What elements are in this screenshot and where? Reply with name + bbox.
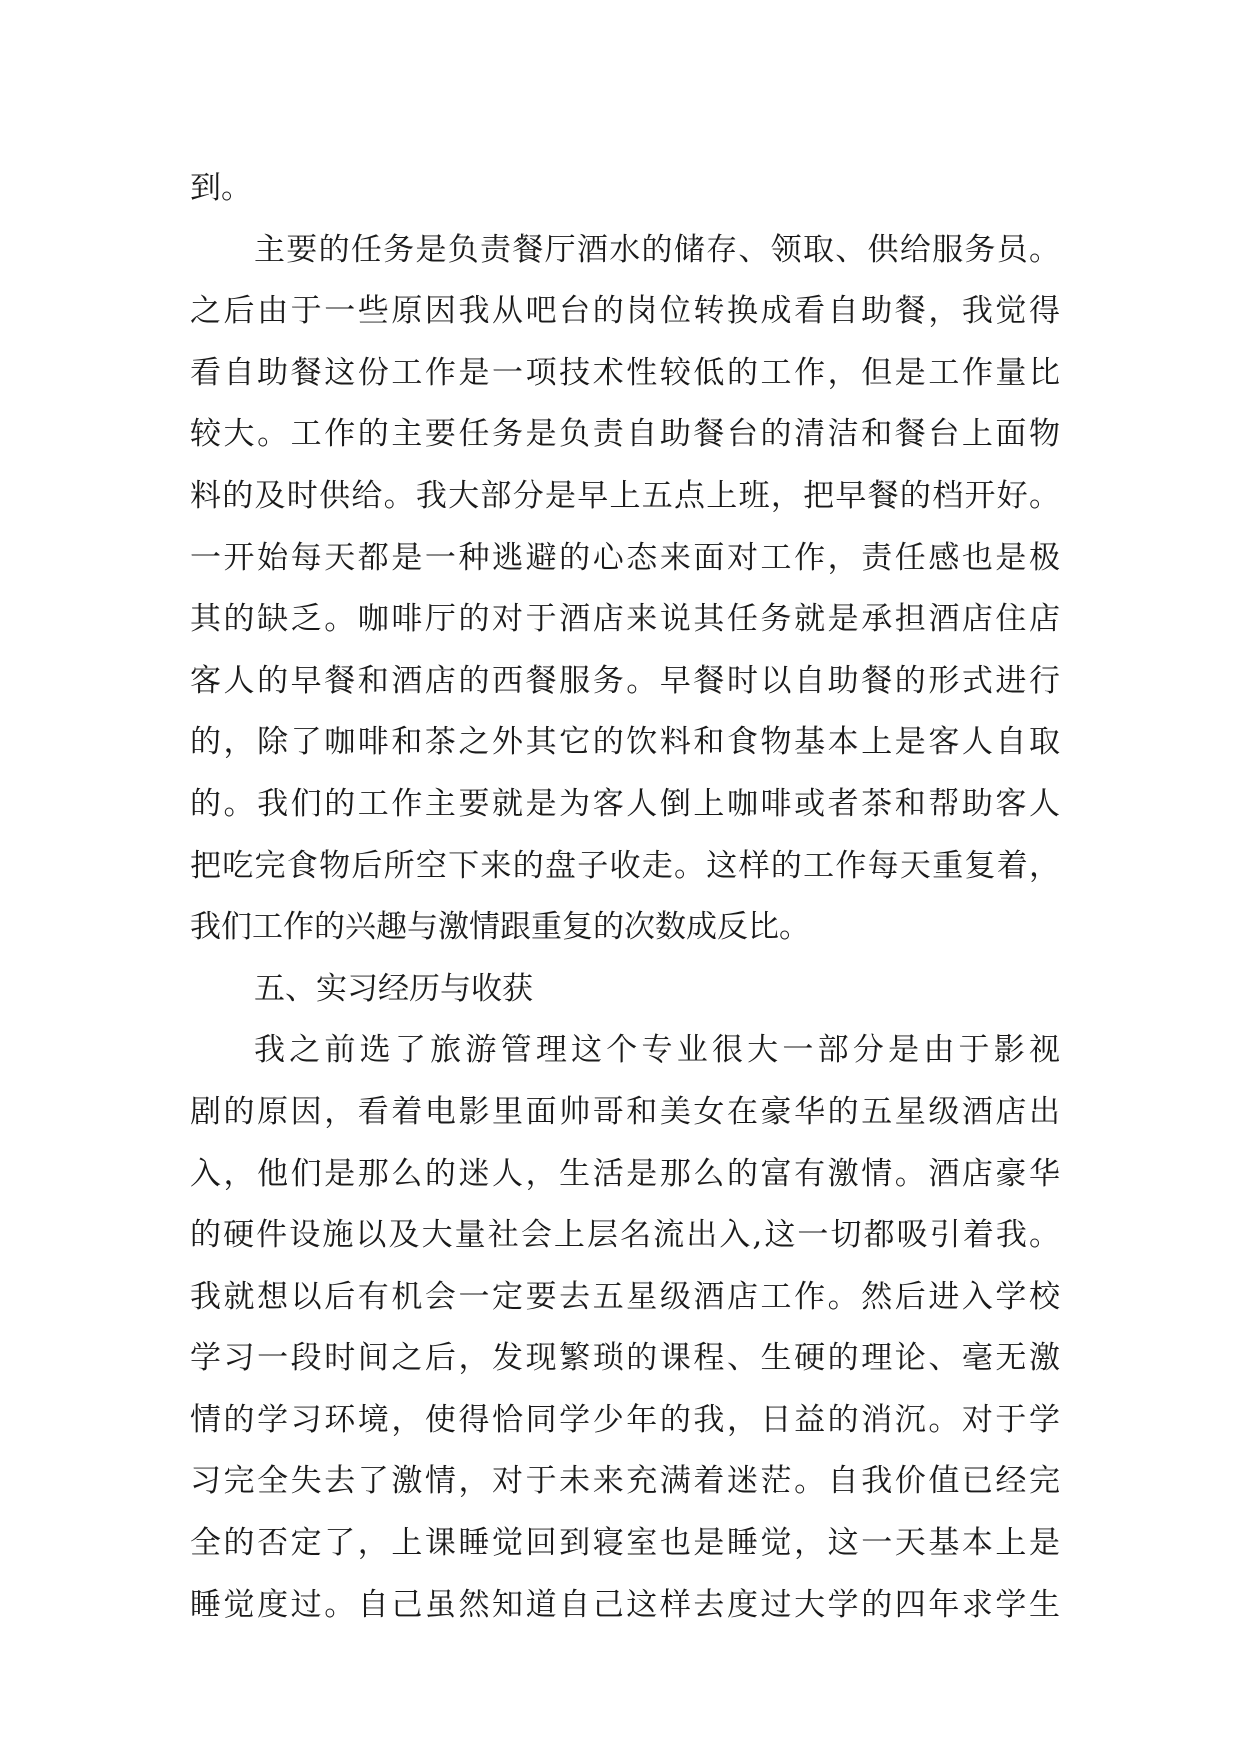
text-line: 入，他们是那么的迷人，生活是那么的富有激情。酒店豪华 bbox=[190, 1155, 1060, 1192]
text-line: 料的及时供给。我大部分是早上五点上班，把早餐的档开好。 bbox=[190, 477, 1060, 514]
text-line: 的，除了咖啡和茶之外其它的饮料和食物基本上是客人自取 bbox=[190, 724, 1060, 761]
text-line: 的硬件设施以及大量社会上层名流出入,这一切都吸引着我。 bbox=[190, 1217, 1060, 1254]
text-line: 到。 bbox=[190, 170, 252, 206]
text-line: 较大。工作的主要任务是负责自助餐台的清洁和餐台上面物 bbox=[190, 416, 1060, 453]
text-line: 我们工作的兴趣与激情跟重复的次数成反比。 bbox=[190, 909, 810, 946]
text-line: 看自助餐这份工作是一项技术性较低的工作，但是工作量比 bbox=[190, 354, 1060, 391]
body-text bbox=[190, 158, 1060, 1636]
text-line: 全的否定了，上课睡觉回到寝室也是睡觉，这一天基本上是 bbox=[190, 1525, 1060, 1562]
text-line: 客人的早餐和酒店的西餐服务。早餐时以自助餐的形式进行 bbox=[190, 662, 1060, 699]
text-line: 把吃完食物后所空下来的盘子收走。这样的工作每天重复着， bbox=[190, 847, 1060, 884]
section-heading: 五、实习经历与收获 bbox=[254, 970, 533, 1007]
text-line: 习完全失去了激情，对于未来充满着迷茫。自我价值已经完 bbox=[190, 1463, 1060, 1500]
text-line: 的。我们的工作主要就是为客人倒上咖啡或者茶和帮助客人 bbox=[190, 785, 1060, 822]
text-line: 睡觉度过。自己虽然知道自己这样去度过大学的四年求学生 bbox=[190, 1586, 1060, 1623]
text-line: 主要的任务是负责餐厅酒水的储存、领取、供给服务员。 bbox=[254, 231, 1060, 268]
text-line: 剧的原因，看着电影里面帅哥和美女在豪华的五星级酒店出 bbox=[190, 1093, 1060, 1130]
text-line: 之后由于一些原因我从吧台的岗位转换成看自助餐，我觉得 bbox=[190, 293, 1060, 330]
text-line: 我就想以后有机会一定要去五星级酒店工作。然后进入学校 bbox=[190, 1278, 1060, 1315]
text-line: 学习一段时间之后，发现繁琐的课程、生硬的理论、毫无激 bbox=[190, 1340, 1060, 1377]
text-line: 一开始每天都是一种逃避的心态来面对工作，责任感也是极 bbox=[190, 539, 1060, 576]
text-line: 情的学习环境，使得恰同学少年的我，日益的消沉。对于学 bbox=[190, 1401, 1060, 1438]
text-line: 其的缺乏。咖啡厅的对于酒店来说其任务就是承担酒店住店 bbox=[190, 601, 1060, 638]
text-line: 我之前选了旅游管理这个专业很大一部分是由于影视 bbox=[254, 1032, 1060, 1069]
